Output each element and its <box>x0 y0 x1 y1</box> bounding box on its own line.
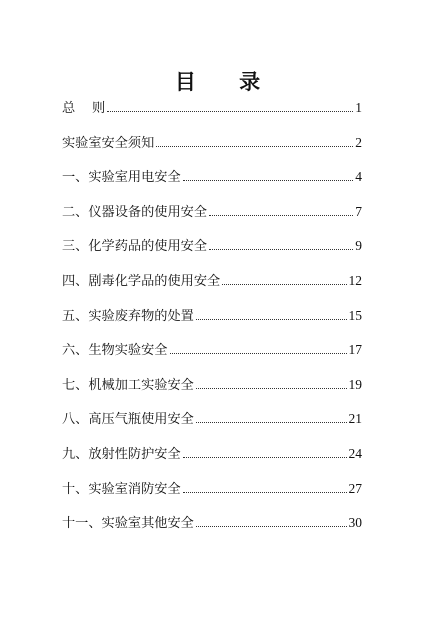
leader-dots <box>183 456 347 458</box>
toc-page-number: 21 <box>348 411 362 427</box>
leader-dots <box>222 283 346 285</box>
table-of-contents <box>62 98 362 548</box>
toc-entry-label: 一、实验室用电安全 <box>62 170 181 186</box>
toc-entry-label: 七、机械加工实验安全 <box>62 377 194 393</box>
toc-entry-label: 九、放射性防护安全 <box>62 446 181 462</box>
toc-entry-equipment-safety[interactable] <box>62 202 362 237</box>
toc-entry-general[interactable] <box>62 98 362 133</box>
leader-dots <box>209 248 353 250</box>
leader-dots <box>196 421 347 423</box>
toc-page-number: 2 <box>355 134 362 150</box>
toc-entry-label: 十、实验室消防安全 <box>62 481 181 497</box>
toc-page-number: 27 <box>348 480 362 496</box>
toc-entry-electrical-safety[interactable] <box>62 167 362 202</box>
toc-entry-biological-safety[interactable] <box>62 340 362 375</box>
toc-page-number: 4 <box>355 169 362 185</box>
leader-dots <box>107 110 353 112</box>
toc-entry-fire-safety[interactable] <box>62 479 362 514</box>
toc-entry-toxic-chemical-safety[interactable] <box>62 271 362 306</box>
toc-page-number: 17 <box>348 342 362 358</box>
leader-dots <box>196 387 347 389</box>
toc-entry-label: 十一、实验室其他安全 <box>62 516 194 532</box>
toc-entry-label: 六、生物实验安全 <box>62 343 168 359</box>
leader-dots <box>183 179 354 181</box>
leader-dots <box>183 491 347 493</box>
toc-page-number: 30 <box>348 515 362 531</box>
toc-page-number: 1 <box>355 100 362 115</box>
toc-entry-label: 总 则 <box>62 101 106 116</box>
toc-entry-label: 实验室安全须知 <box>62 135 155 151</box>
leader-dots <box>196 318 347 320</box>
toc-entry-gas-cylinder-safety[interactable] <box>62 409 362 444</box>
toc-page-number: 12 <box>348 272 362 288</box>
toc-entry-waste-disposal[interactable] <box>62 306 362 341</box>
leader-dots <box>170 352 347 354</box>
toc-entry-label: 二、仪器设备的使用安全 <box>62 204 208 220</box>
toc-entry-label: 四、剧毒化学品的使用安全 <box>62 273 221 289</box>
toc-page-number: 24 <box>348 445 362 461</box>
toc-page-number: 19 <box>348 376 362 392</box>
toc-page-number: 9 <box>355 238 362 254</box>
leader-dots <box>209 214 353 216</box>
leader-dots <box>196 525 347 527</box>
toc-entry-radiation-safety[interactable] <box>62 444 362 479</box>
toc-page-number: 15 <box>348 307 362 323</box>
toc-entry-machining-safety[interactable] <box>62 375 362 410</box>
toc-entry-label: 八、高压气瓶使用安全 <box>62 412 194 428</box>
toc-entry-other-safety[interactable] <box>62 513 362 548</box>
toc-page-number: 7 <box>355 203 362 219</box>
page-title: 目 录 <box>174 70 279 94</box>
leader-dots <box>156 145 353 147</box>
toc-entry-label: 三、化学药品的使用安全 <box>62 239 208 255</box>
toc-entry-lab-safety-notice[interactable] <box>62 133 362 168</box>
toc-entry-label: 五、实验废弃物的处置 <box>62 308 194 324</box>
toc-entry-chemical-safety[interactable] <box>62 236 362 271</box>
